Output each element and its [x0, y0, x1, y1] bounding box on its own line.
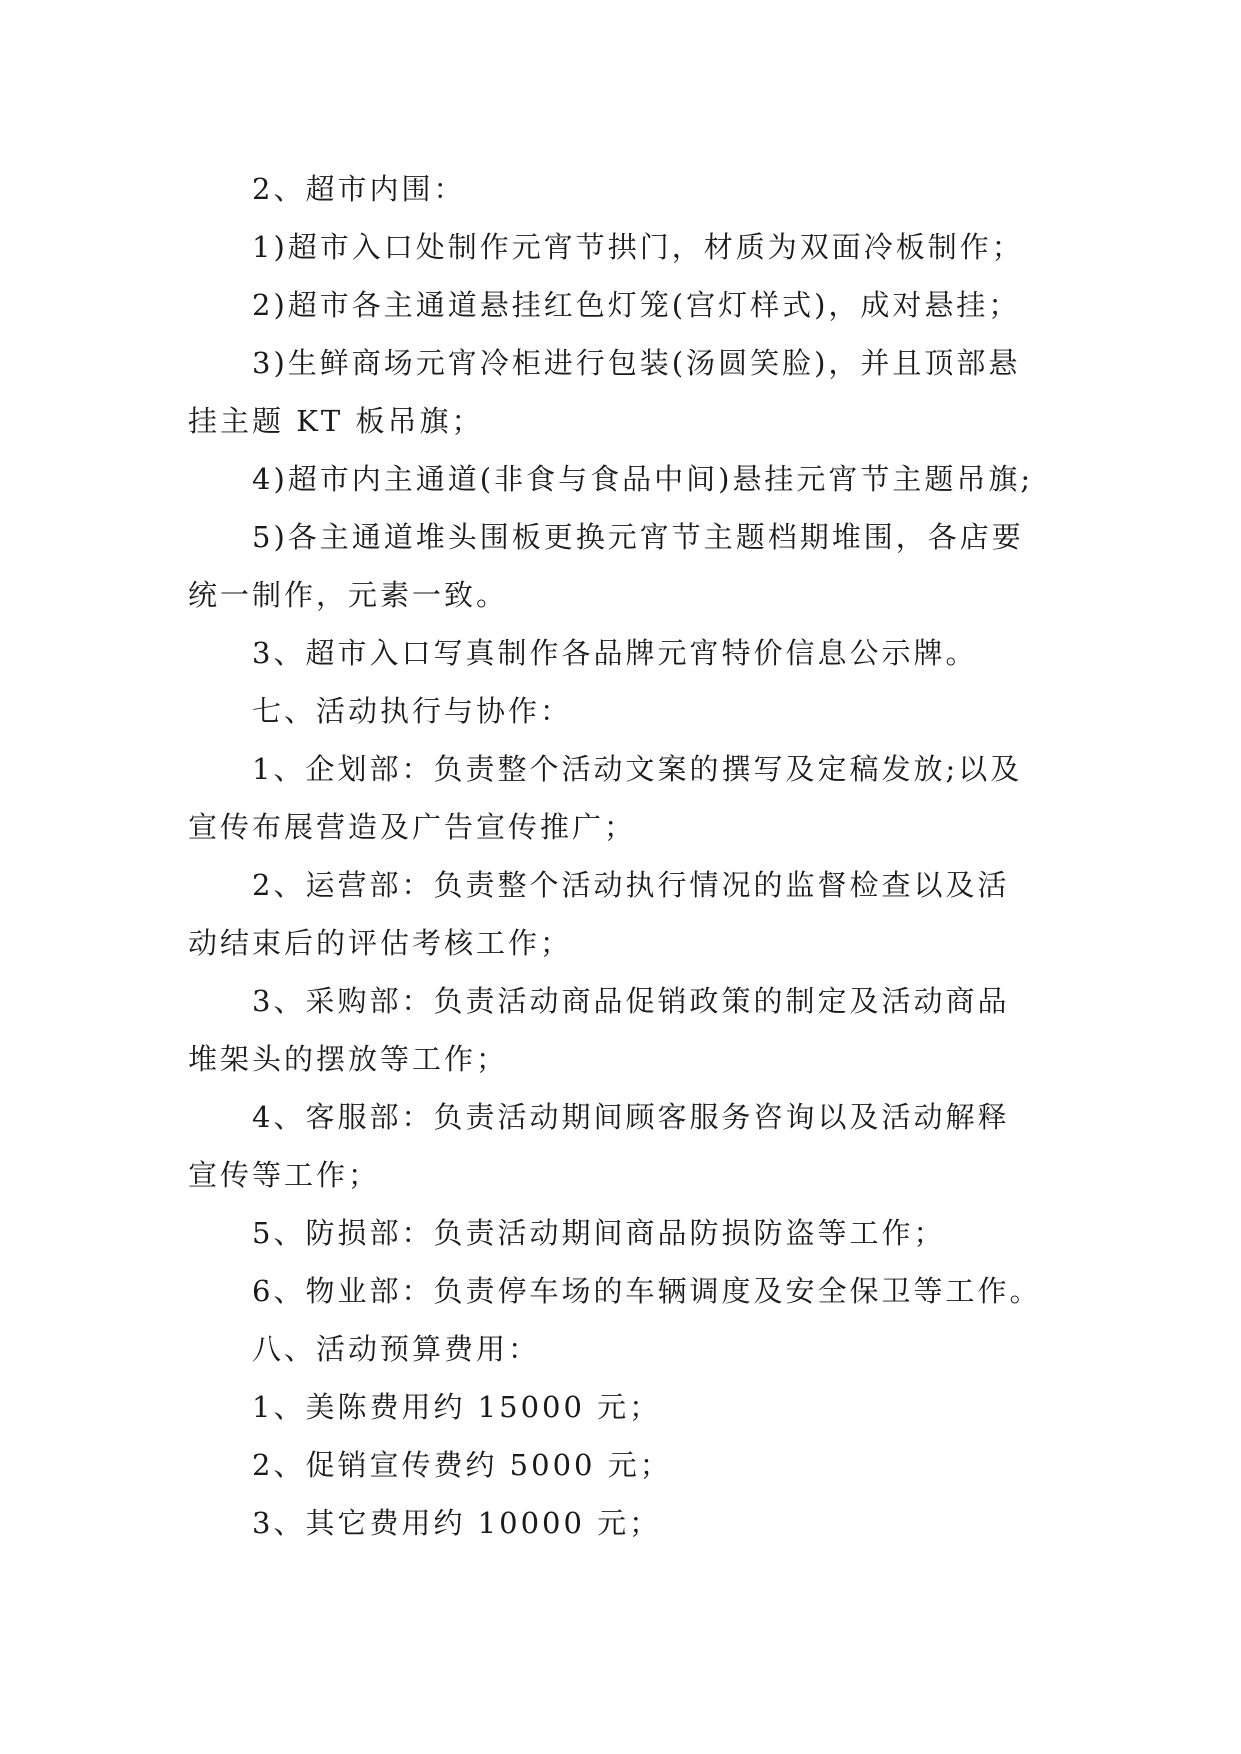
- paragraph: 1)超市入口处制作元宵节拱门，材质为双面冷板制作；: [252, 230, 1024, 264]
- document-body: [188, 160, 1068, 1552]
- paragraph-continuation: 挂主题 KT 板吊旗；: [188, 404, 484, 438]
- section-heading: 七、活动执行与协作：: [252, 694, 573, 728]
- paragraph: 4)超市内主通道(非食与食品中间)悬挂元宵节主题吊旗;: [252, 462, 1034, 496]
- budget-item: 2、促销宣传费约 5000 元；: [252, 1448, 672, 1482]
- paragraph: 3、超市入口写真制作各品牌元宵特价信息公示牌。: [252, 636, 978, 670]
- paragraph-continuation: 统一制作，元素一致。: [188, 578, 509, 612]
- paragraph-continuation: 堆架头的摆放等工作；: [188, 1042, 509, 1076]
- paragraph: 5)各主通道堆头围板更换元宵节主题档期堆围，各店要: [252, 520, 1024, 554]
- paragraph: 3)生鲜商场元宵冷柜进行包装(汤圆笑脸)，并且顶部悬: [252, 346, 1021, 380]
- paragraph-continuation: 宣传等工作；: [188, 1158, 381, 1192]
- paragraph-continuation: 动结束后的评估考核工作；: [188, 926, 573, 960]
- paragraph: 4、客服部：负责活动期间顾客服务咨询以及活动解释: [252, 1100, 1010, 1134]
- paragraph-continuation: 宣传布展营造及广告宣传推广；: [188, 810, 637, 844]
- paragraph: 2、超市内围：: [252, 172, 466, 206]
- paragraph: 6、物业部：负责停车场的车辆调度及安全保卫等工作。: [252, 1274, 1042, 1308]
- paragraph: 3、采购部：负责活动商品促销政策的制定及活动商品: [252, 984, 1010, 1018]
- section-heading: 八、活动预算费用：: [252, 1332, 541, 1366]
- paragraph: 1、企划部：负责整个活动文案的撰写及定稿发放;以及: [252, 752, 1023, 786]
- paragraph: 5、防损部：负责活动期间商品防损防盗等工作；: [252, 1216, 946, 1250]
- budget-item: 3、其它费用约 10000 元；: [252, 1506, 662, 1540]
- budget-item: 1、美陈费用约 15000 元；: [252, 1390, 662, 1424]
- paragraph: 2、运营部：负责整个活动执行情况的监督检查以及活: [252, 868, 1010, 902]
- paragraph: 2)超市各主通道悬挂红色灯笼(宫灯样式)，成对悬挂；: [252, 288, 1021, 322]
